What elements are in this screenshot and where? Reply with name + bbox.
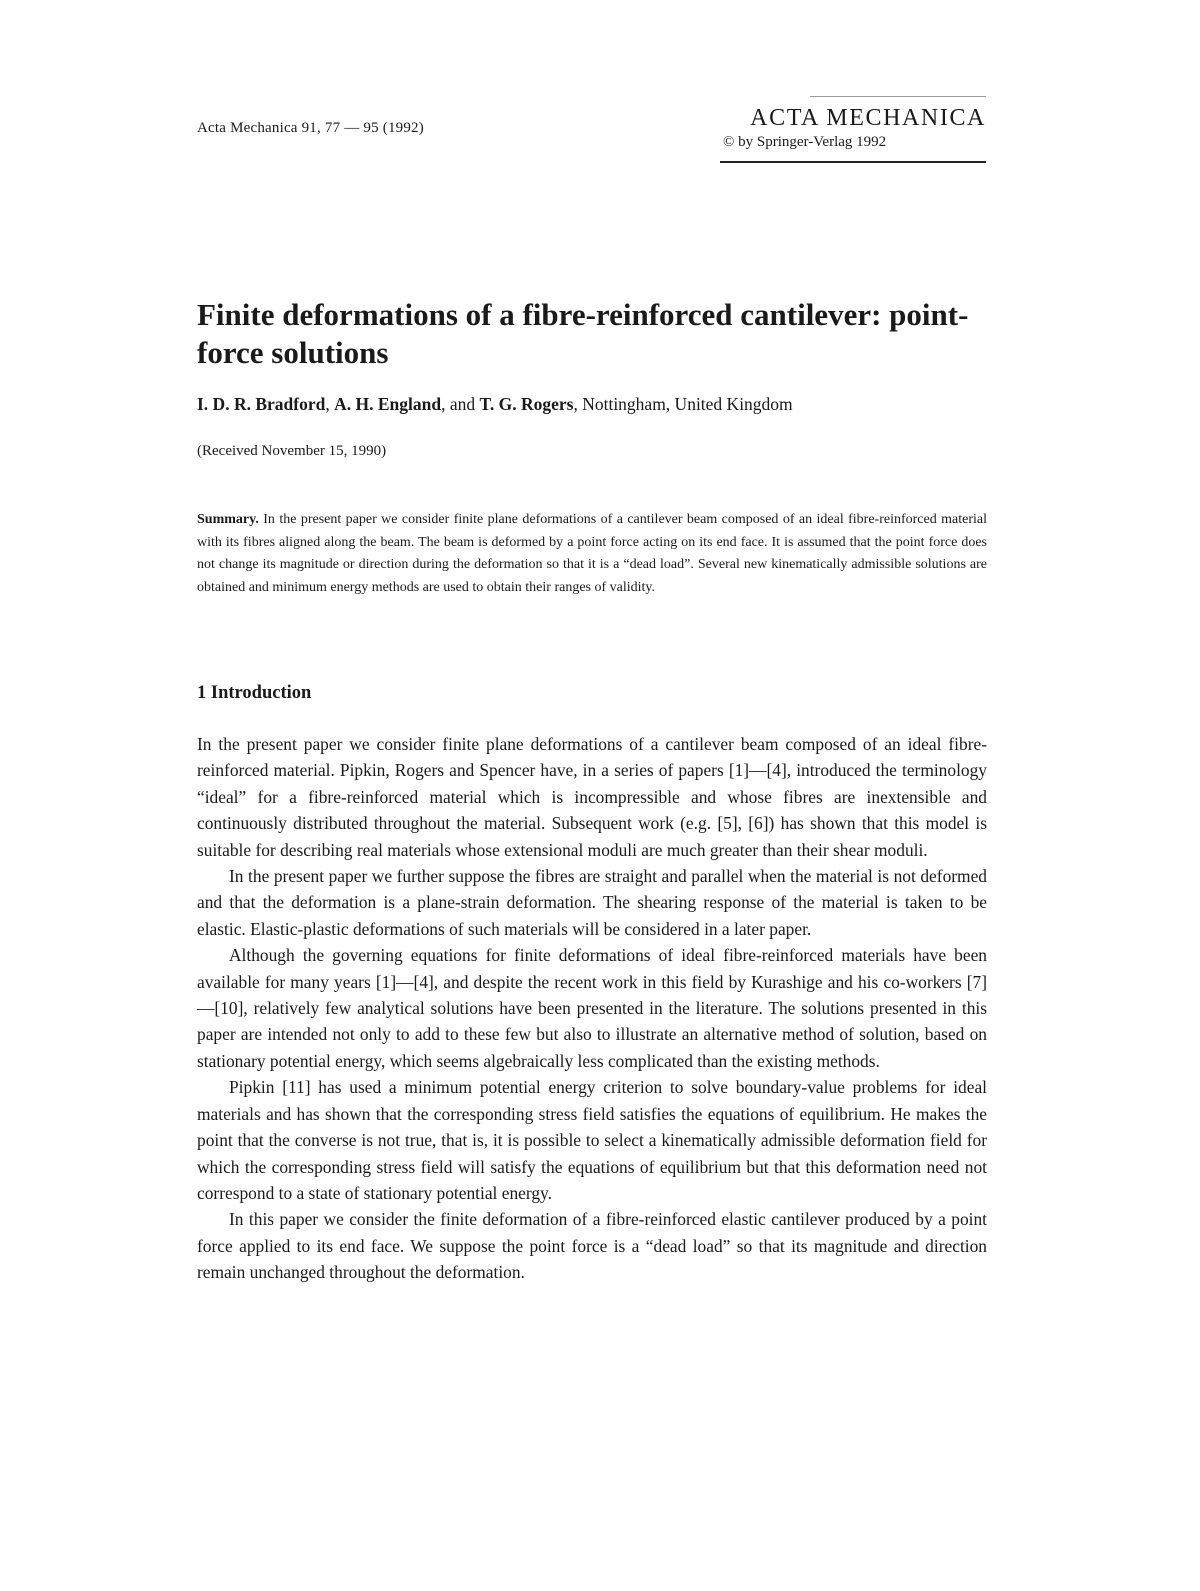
body-paragraph: In this paper we consider the finite deformation of a fibre-reinforced elastic cantilever produced by a point force applied to its end face. We suppose the point force is a “dead load” so that its magnitude and direction remain unchanged throughout the deformation. xyxy=(197,1209,987,1283)
author-name: I. D. R. Bradford xyxy=(197,394,326,414)
author-separator: , xyxy=(573,394,583,414)
article-title: Finite deformations of a fibre-reinforced cantilever: point-force solutions xyxy=(197,297,969,370)
author-name: A. H. England xyxy=(334,394,442,414)
journal-name: ACTA MECHANICA xyxy=(750,105,986,131)
author-line xyxy=(197,394,793,415)
author-separator: , xyxy=(325,394,335,414)
author-name: T. G. Rogers xyxy=(479,394,574,414)
summary-text: In the present paper we consider finite plane deformations of a cantilever beam composed of an ideal fibre-reinforced material with its fibres aligned along the beam. The beam is deformed by a point force acting on its end face. It is assumed that the point force does not change its magnitude or direction during the deformation so that it is a “dead load”. Several new kinematically admissible solutions are obtained and minimum energy methods are used to obtain their ranges of validity. xyxy=(197,512,987,595)
body-paragraph: Although the governing equations for finite deformations of ideal fibre-reinforced materials have been available for many years [1]—[4], and despite the recent work in this field by Kurashige and his co-workers [7]—[10], relatively few analytical solutions have been presented in the literature. The solutions presented in this paper are intended not only to add to these few but also to illustrate an alternative method of solution, based on stationary potential energy, which seems algebraically less complicated than the existing methods. xyxy=(197,945,987,1071)
journal-masthead xyxy=(720,96,986,163)
body-paragraph: In the present paper we further suppose the fibres are straight and parallel when the material is not deformed and that the deformation is a plane-strain deformation. The shearing response of the material is taken to be elastic. Elastic-plastic deformations of such materials will be considered in a later paper. xyxy=(197,866,987,939)
body-paragraph: In the present paper we consider finite plane deformations of a cantilever beam composed of an ideal fibre-reinforced material. Pipkin, Rogers and Spencer have, in a series of papers [1]—[4], introduced the terminology “ideal” for a fibre-reinforced material which is incompressible and whose fibres are inextensible and continuously distributed throughout the material. Subsequent work (e.g. [5], [6]) has shown that this model is suitable for describing real materials whose extensional moduli are much greater than their shear moduli. xyxy=(197,734,987,860)
summary-paragraph xyxy=(197,509,987,599)
received-date: (Received November 15, 1990) xyxy=(197,443,387,459)
journal-citation: Acta Mechanica 91, 77 — 95 (1992) xyxy=(197,120,424,136)
summary-label: Summary. xyxy=(197,512,259,527)
section-heading: 1 Introduction xyxy=(197,683,312,703)
section-body xyxy=(197,731,987,1286)
masthead-bottom-rule xyxy=(720,161,986,163)
journal-copyright: © by Springer-Verlag 1992 xyxy=(723,134,887,150)
author-affiliation: Nottingham, United Kingdom xyxy=(582,394,793,414)
masthead-top-rule xyxy=(810,96,986,97)
body-paragraph: Pipkin [11] has used a minimum potential energy criterion to solve boundary-value problems for ideal materials and has shown that the corresponding stress field satisfies the equations of equilibrium. He makes the point that the converse is not true, that is, it is possible to select a kinematically admissible deformation field for which the corresponding stress field will satisfy the equations of equilibrium but that this deformation need not correspond to a state of stationary potential energy. xyxy=(197,1077,987,1203)
author-separator: , and xyxy=(441,394,480,414)
